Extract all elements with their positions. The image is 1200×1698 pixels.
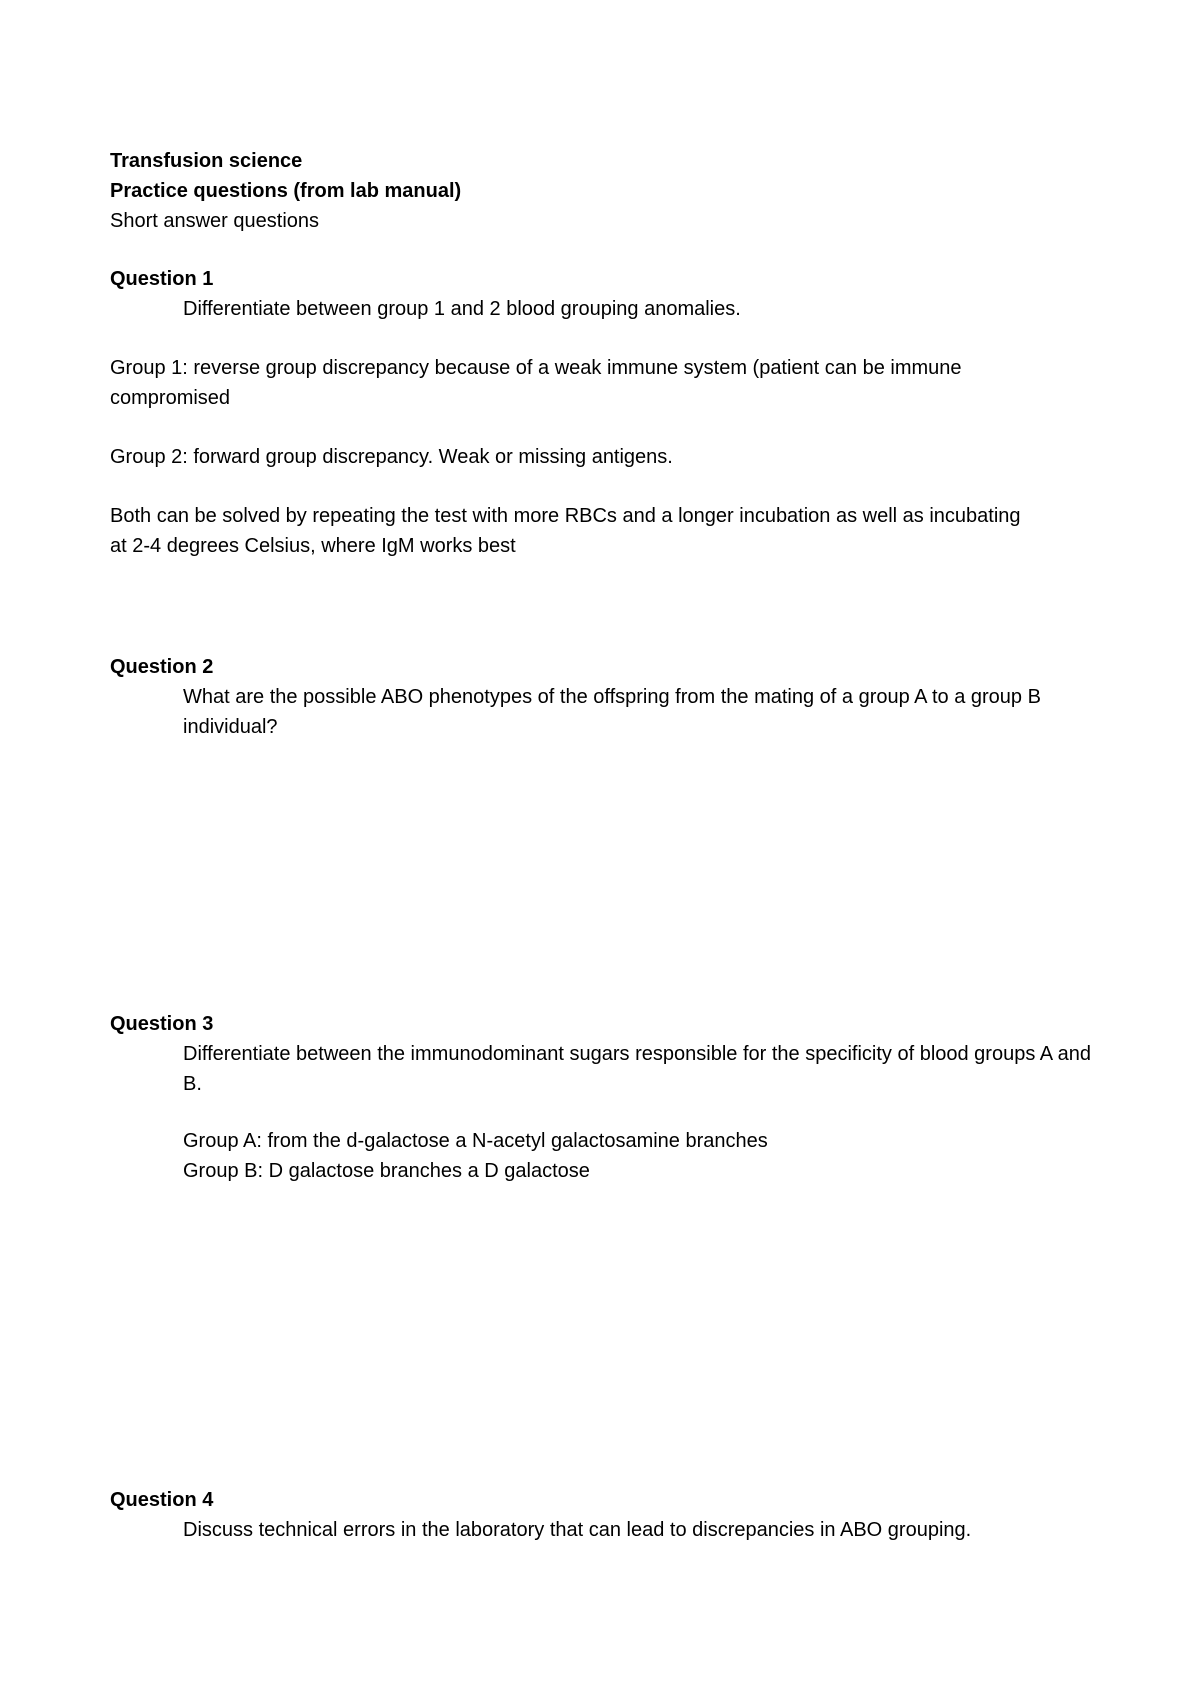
document-subtitle: Practice questions (from lab manual) — [110, 180, 462, 202]
question-2 — [110, 652, 1090, 742]
answer-group-a: Group A: from the d-galactose a N-acetyl galactosamine branches — [183, 1130, 768, 1152]
question-heading: Question 2 — [110, 656, 214, 678]
question-3 — [110, 1009, 1090, 1099]
question-4 — [110, 1485, 1090, 1545]
question-1 — [110, 264, 1090, 324]
answer-group-1: Group 1: reverse group discrepancy because of a weak immune system (patient can be immune compromised — [110, 357, 962, 409]
question-prompt: Differentiate between group 1 and 2 blood grouping anomalies. — [183, 298, 741, 320]
section-label: Short answer questions — [110, 210, 320, 232]
answer-both: Both can be solved by repeating the test with more RBCs and a longer incubation as well as incubating at 2-4 degrees Celsius, where IgM works best — [110, 505, 1021, 557]
question-prompt: What are the possible ABO phenotypes of the offspring from the mating of a group A to a group B individual? — [183, 686, 1041, 738]
document-title: Transfusion science — [110, 150, 303, 172]
document-header — [110, 146, 1090, 236]
question-3-answers — [110, 1126, 1090, 1186]
question-prompt: Discuss technical errors in the laboratory that can lead to discrepancies in ABO grouping. — [183, 1519, 972, 1541]
question-heading: Question 4 — [110, 1489, 214, 1511]
question-prompt: Differentiate between the immunodominant sugars responsible for the specificity of blood groups A and B. — [183, 1043, 1091, 1095]
question-heading: Question 1 — [110, 268, 214, 290]
answer-group-2: Group 2: forward group discrepancy. Weak or missing antigens. — [110, 446, 673, 468]
question-heading: Question 3 — [110, 1013, 214, 1035]
answer-group-b: Group B: D galactose branches a D galactose — [183, 1160, 590, 1182]
